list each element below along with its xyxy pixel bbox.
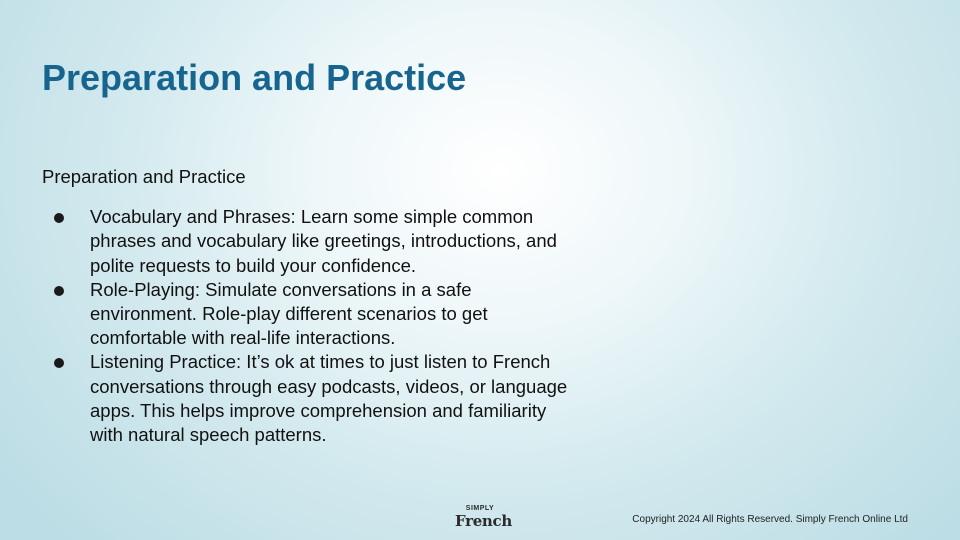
bullet-text: Role-Playing: Simulate conversations in a safe environment. Role-play different scenarios to get comfortable with real-life interactions.: [90, 278, 488, 349]
bullet-text: Listening Practice: It’s ok at times to just listen to French conversations through easy podcasts, videos, or language apps. This helps improve comprehension and familiarity with natural speech patterns.: [90, 351, 568, 446]
copyright-notice: Copyright 2024 All Rights Reserved. Simply French Online Ltd: [632, 514, 908, 525]
slide-title: Preparation and Practice: [42, 57, 467, 98]
slide-subtitle: Preparation and Practice: [42, 166, 246, 187]
slide-body: [42, 165, 582, 447]
bullet-dot-icon: [54, 213, 64, 223]
bullet-dot-icon: [54, 286, 64, 296]
bullet-item-vocabulary: [42, 205, 582, 278]
logo-main-text: French: [455, 512, 512, 530]
bullet-text: Vocabulary and Phrases: Learn some simple common phrases and vocabulary like greetings, introductions, and polite requests to build your confidence.: [90, 206, 557, 276]
bullet-item-listening: [42, 350, 582, 447]
simply-french-logo: [455, 505, 512, 531]
bullet-item-role-playing: [42, 278, 582, 351]
bullet-dot-icon: [54, 358, 64, 368]
logo-top-text: SIMPLY: [465, 505, 495, 512]
bullet-list: [42, 205, 582, 447]
